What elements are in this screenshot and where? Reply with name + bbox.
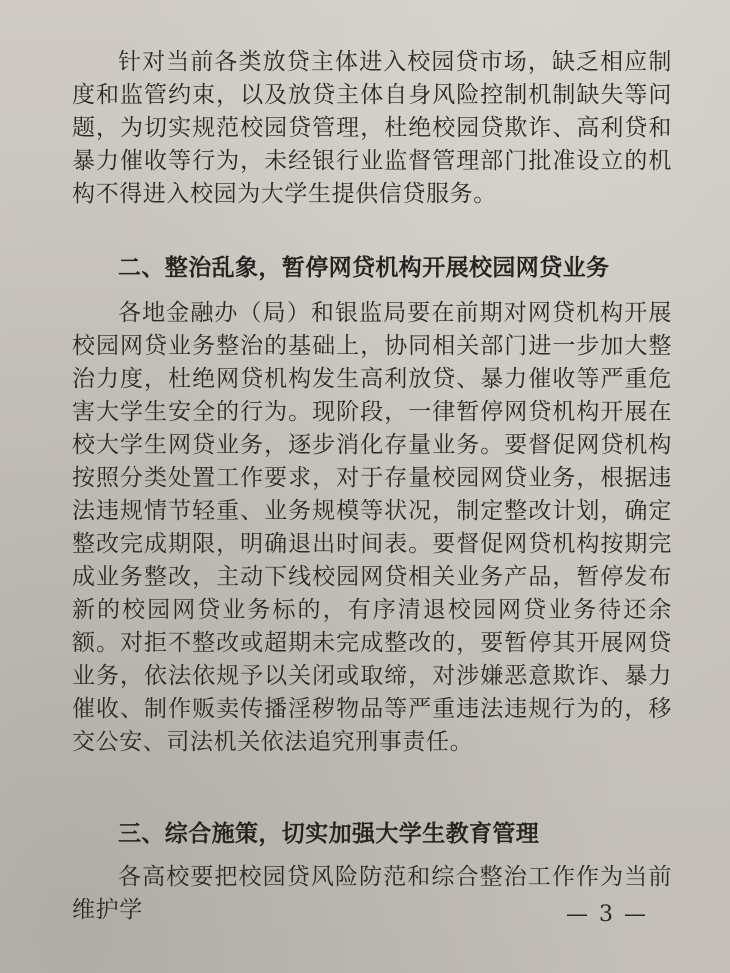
paragraph-3: 各高校要把校园贷风险防范和综合整治工作作为当前维护学 — [72, 864, 672, 923]
page-number: — 3 — — [566, 902, 648, 927]
paragraph-2: 各地金融办（局）和银监局要在前期对网贷机构开展校园网贷业务整治的基础上，协同相关部门进一步加大整治力度，杜绝网贷机构发生高利放贷、暴力催收等严重危害大学生安全的行为。现阶段，一律暂停网贷机构开展在校大学生网贷业务，逐步消化存量业务。要督促网贷机构按照分类处置工作要求，对于存量校园网贷业务，根据违法违规情节轻重、业务规模等状况，制定整改计划，确定整改完成期限，明确退出时间表。要督促网贷机构按期完成业务整改，主动下线校园网贷相关业务产品，暂停发布新的校园网贷业务标的，有序清退校园网贷业务待还余额。对拒不整改或超期未完成整改的，要暂停其开展网贷业务，依法依规予以关闭或取缔，对涉嫌恶意欺诈、暴力催收、制作贩卖传播淫秽物品等严重违法违规行为的，移交公安、司法机关依法追究刑事责任。 — [72, 300, 672, 755]
paragraph-1: 针对当前各类放贷主体进入校园贷市场，缺乏相应制度和监管约束，以及放贷主体自身风险控制机制缺失等问题，为切实规范校园贷管理，杜绝校园贷欺诈、高利贷和暴力催收等行为，未经银行业监督管理部门批准设立的机构不得进入校园为大学生提供信贷服务。 — [72, 49, 672, 207]
section-heading-3: 三、综合施策，切实加强大学生教育管理 — [118, 821, 540, 847]
section-heading-2: 二、整治乱象，暂停网贷机构开展校园网贷业务 — [118, 255, 610, 281]
